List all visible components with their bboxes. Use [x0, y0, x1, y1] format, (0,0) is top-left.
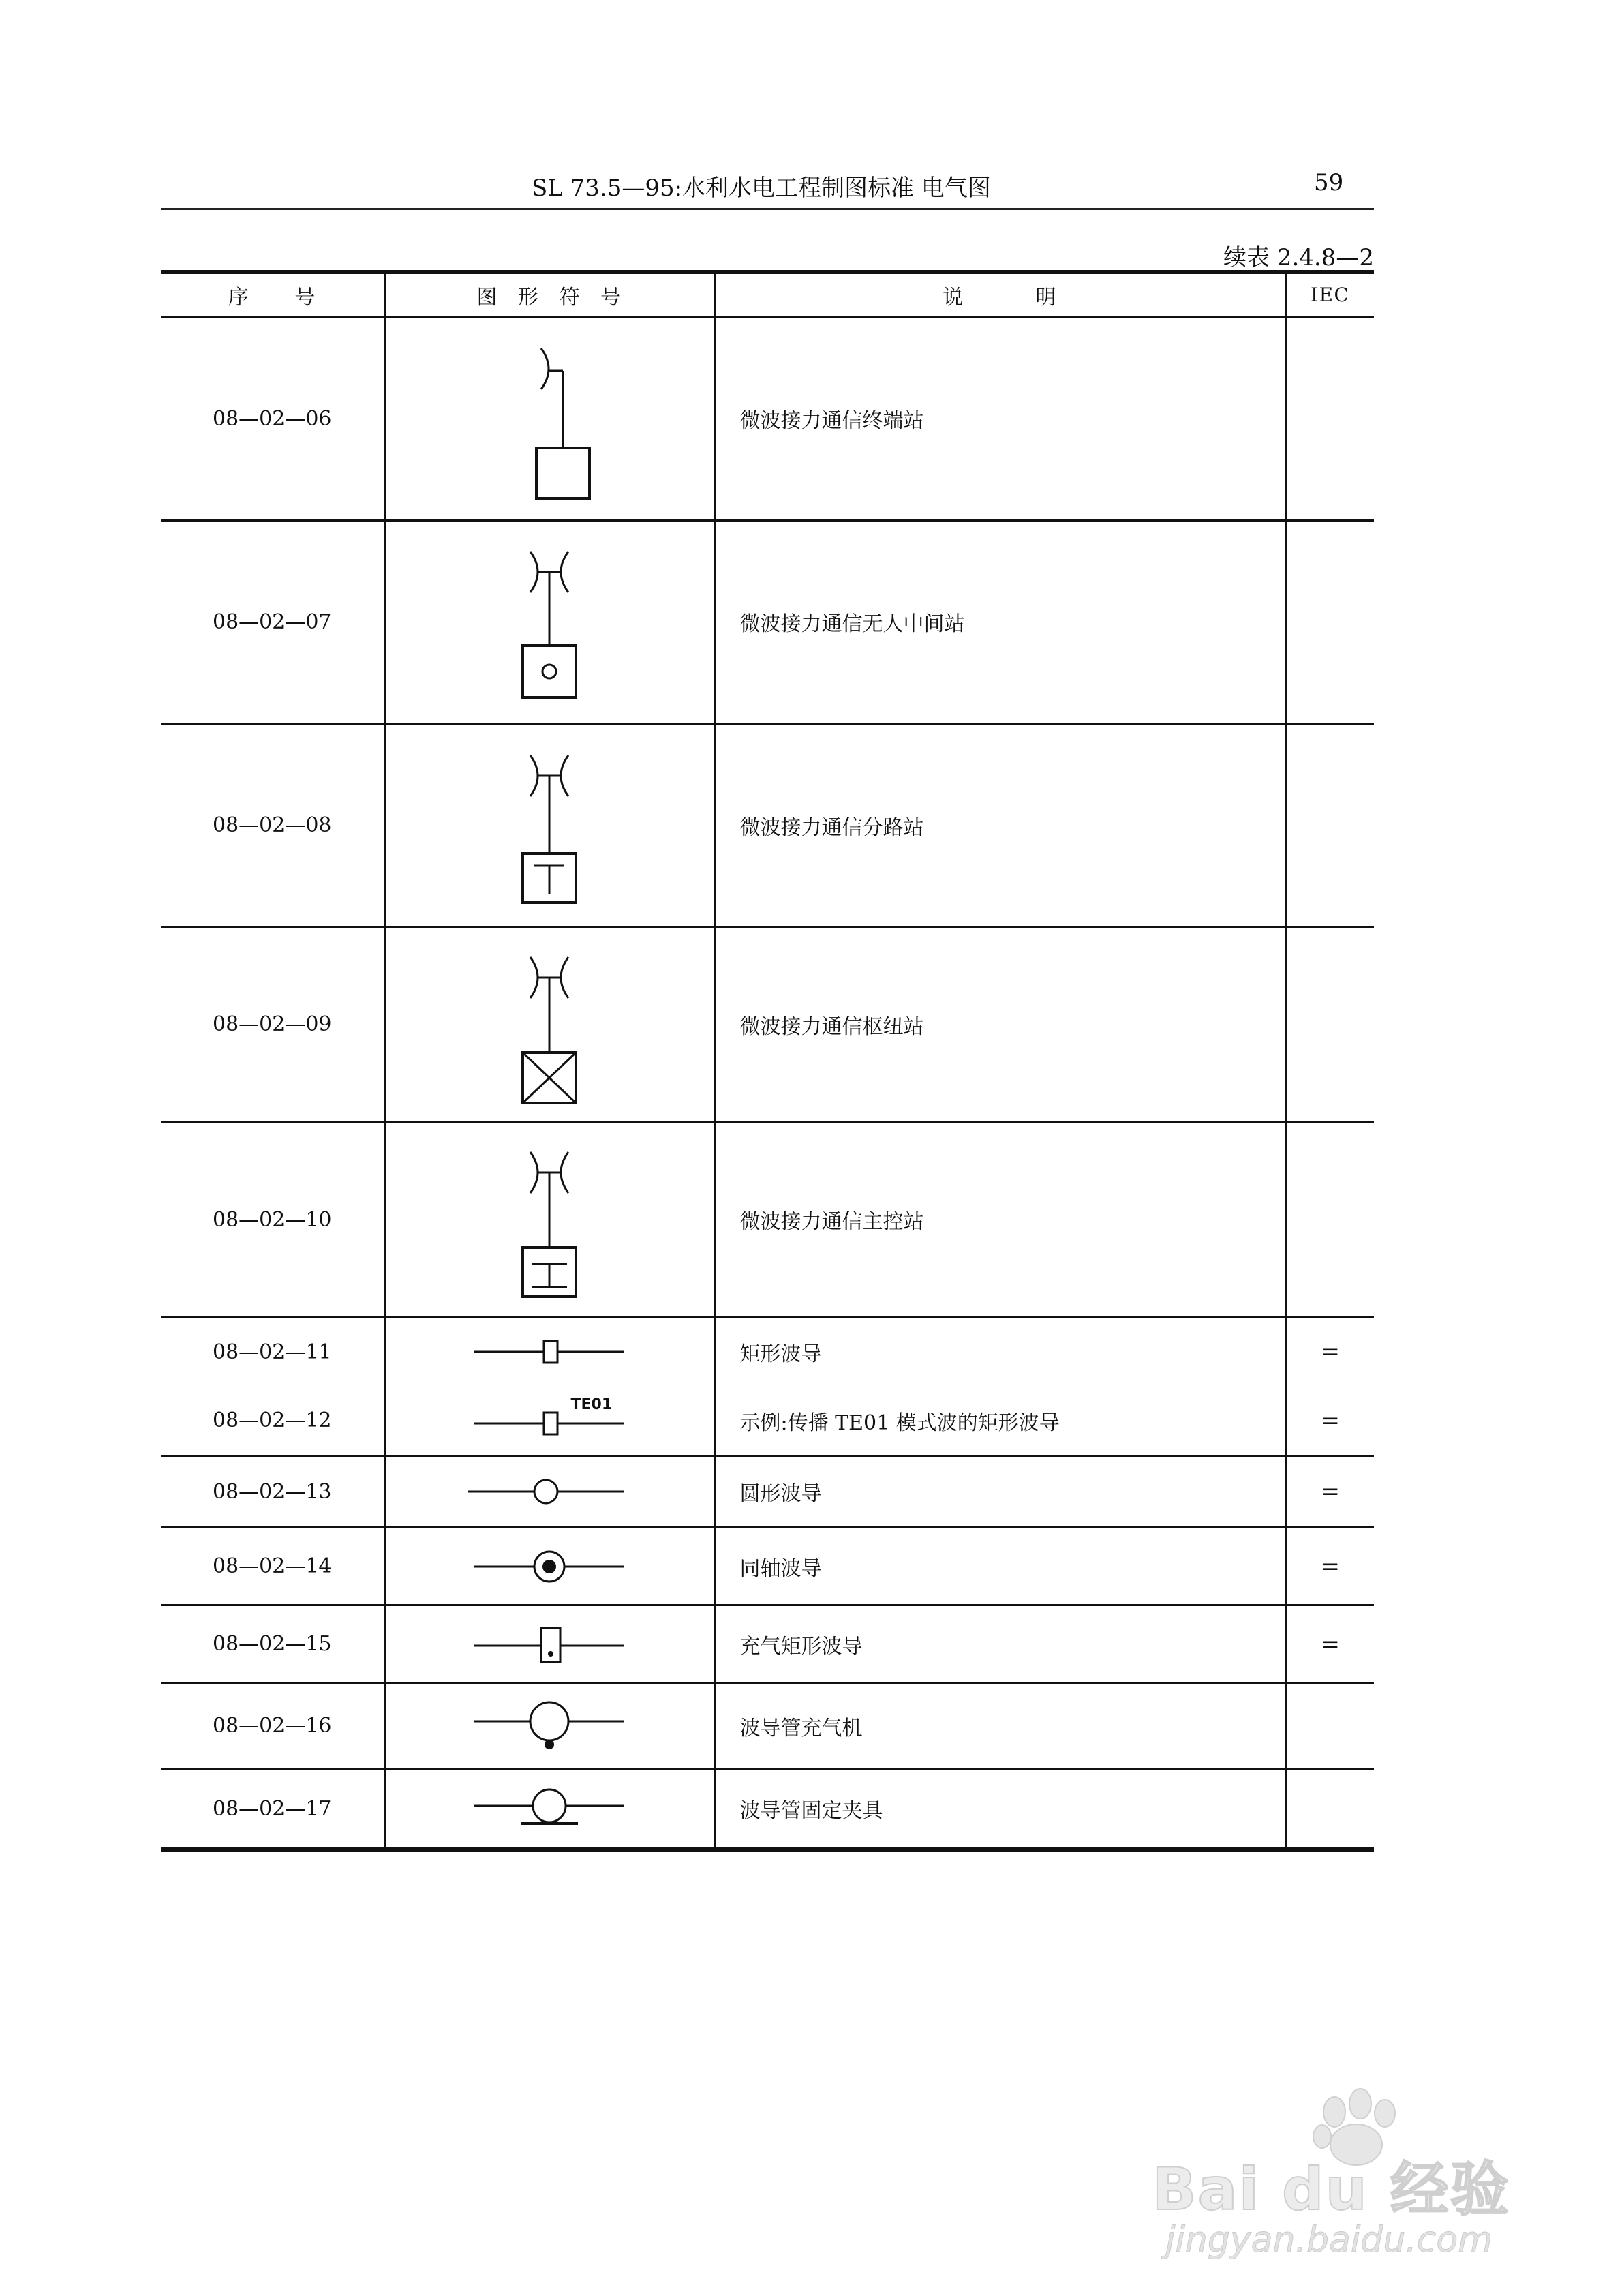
gas-filled-waveguide-icon — [461, 1617, 638, 1672]
row-symbol-cell — [384, 1456, 714, 1527]
row-description: 矩形波导 — [714, 1317, 1285, 1385]
col-header-description — [714, 272, 1285, 317]
table-row — [161, 1385, 1374, 1456]
row-iec — [1285, 1683, 1374, 1769]
table-row — [161, 317, 1374, 520]
table-header-row — [161, 272, 1374, 317]
col-header-iec — [1285, 272, 1374, 317]
row-symbol-cell — [384, 1605, 714, 1683]
symbol-table — [161, 270, 1374, 1852]
row-description: 微波接力通信主控站 — [714, 1122, 1285, 1317]
row-number: 08—02—15 — [161, 1605, 384, 1683]
row-iec: = — [1285, 1385, 1374, 1456]
row-number: 08—02—08 — [161, 724, 384, 927]
te01-label: TE01 — [570, 1396, 613, 1414]
row-iec: = — [1285, 1317, 1374, 1385]
row-symbol-cell — [384, 1122, 714, 1317]
row-description: 充气矩形波导 — [714, 1605, 1285, 1683]
row-number: 08—02—09 — [161, 927, 384, 1122]
table-row — [161, 1683, 1374, 1769]
coaxial-waveguide-icon — [461, 1543, 638, 1590]
col-header-description-part2: 明 — [1035, 285, 1057, 309]
table-row — [161, 927, 1374, 1122]
row-number: 08—02—07 — [161, 520, 384, 723]
table-row — [161, 1122, 1374, 1317]
branch-station-icon — [502, 740, 597, 911]
page-number: 59 — [1314, 169, 1344, 196]
watermark-url: jingyan.baidu.com — [1165, 2220, 1493, 2261]
row-number: 08—02—16 — [161, 1683, 384, 1769]
baidu-jingyan-watermark — [1152, 2079, 1533, 2263]
col-header-description-part1: 说 — [943, 285, 964, 309]
main-control-station-icon — [502, 1134, 597, 1305]
watermark-brand: Bai du 经验 — [1152, 2156, 1510, 2224]
row-number: 08—02—17 — [161, 1769, 384, 1849]
row-number: 08—02—06 — [161, 317, 384, 520]
page-header-title: SL 73.5—95:水利水电工程制图标准 电气图 — [532, 175, 991, 202]
col-header-symbol-part1: 图 形 符 号 — [476, 285, 622, 309]
table-row — [161, 1769, 1374, 1849]
row-description: 微波接力通信枢纽站 — [714, 927, 1285, 1122]
row-symbol-cell — [384, 1527, 714, 1605]
col-header-iec-part1: IEC — [1311, 284, 1350, 307]
row-description: 示例:传播 TE01 模式波的矩形波导 — [714, 1385, 1285, 1456]
row-number: 08—02—13 — [161, 1456, 384, 1527]
hub-station-icon — [502, 939, 597, 1110]
row-description: 同轴波导 — [714, 1527, 1285, 1605]
row-symbol-cell — [384, 724, 714, 927]
row-description: 波导管固定夹具 — [714, 1769, 1285, 1849]
row-symbol-cell — [384, 317, 714, 520]
table-row — [161, 520, 1374, 723]
terminal-station-icon — [502, 333, 597, 504]
row-iec — [1285, 927, 1374, 1122]
row-number: 08—02—11 — [161, 1317, 384, 1385]
row-symbol-cell — [384, 927, 714, 1122]
row-iec — [1285, 1122, 1374, 1317]
row-symbol-cell — [384, 1317, 714, 1385]
rectangular-waveguide-icon — [461, 1331, 638, 1372]
row-iec: = — [1285, 1605, 1374, 1683]
row-iec — [1285, 1769, 1374, 1849]
row-iec: = — [1285, 1456, 1374, 1527]
table-row — [161, 1317, 1374, 1385]
table-row — [161, 724, 1374, 927]
row-iec — [1285, 520, 1374, 723]
row-number: 08—02—12 — [161, 1385, 384, 1456]
waveguide-inflator-icon — [461, 1695, 638, 1757]
table-caption: 续表 2.4.8—2 — [1223, 244, 1374, 271]
table-row — [161, 1456, 1374, 1527]
row-number: 08—02—10 — [161, 1122, 384, 1317]
row-symbol-cell — [384, 520, 714, 723]
row-symbol-cell — [384, 1385, 714, 1456]
col-header-number-part2: 号 — [294, 285, 316, 309]
row-description: 圆形波导 — [714, 1456, 1285, 1527]
row-symbol-cell — [384, 1683, 714, 1769]
row-iec — [1285, 724, 1374, 927]
header-rule — [161, 208, 1374, 210]
col-header-symbol — [384, 272, 714, 317]
waveguide-clamp-icon — [461, 1781, 638, 1836]
row-number: 08—02—14 — [161, 1527, 384, 1605]
row-iec: = — [1285, 1527, 1374, 1605]
circular-waveguide-icon — [461, 1471, 638, 1512]
table-row — [161, 1605, 1374, 1683]
col-header-number — [161, 272, 384, 317]
table-row — [161, 1527, 1374, 1605]
row-description: 微波接力通信分路站 — [714, 724, 1285, 927]
unattended-relay-station-icon — [502, 537, 597, 707]
row-description: 微波接力通信无人中间站 — [714, 520, 1285, 723]
row-iec — [1285, 317, 1374, 520]
col-header-number-part1: 序 — [228, 285, 250, 309]
row-description: 波导管充气机 — [714, 1683, 1285, 1769]
row-description: 微波接力通信终端站 — [714, 317, 1285, 520]
row-symbol-cell — [384, 1769, 714, 1849]
